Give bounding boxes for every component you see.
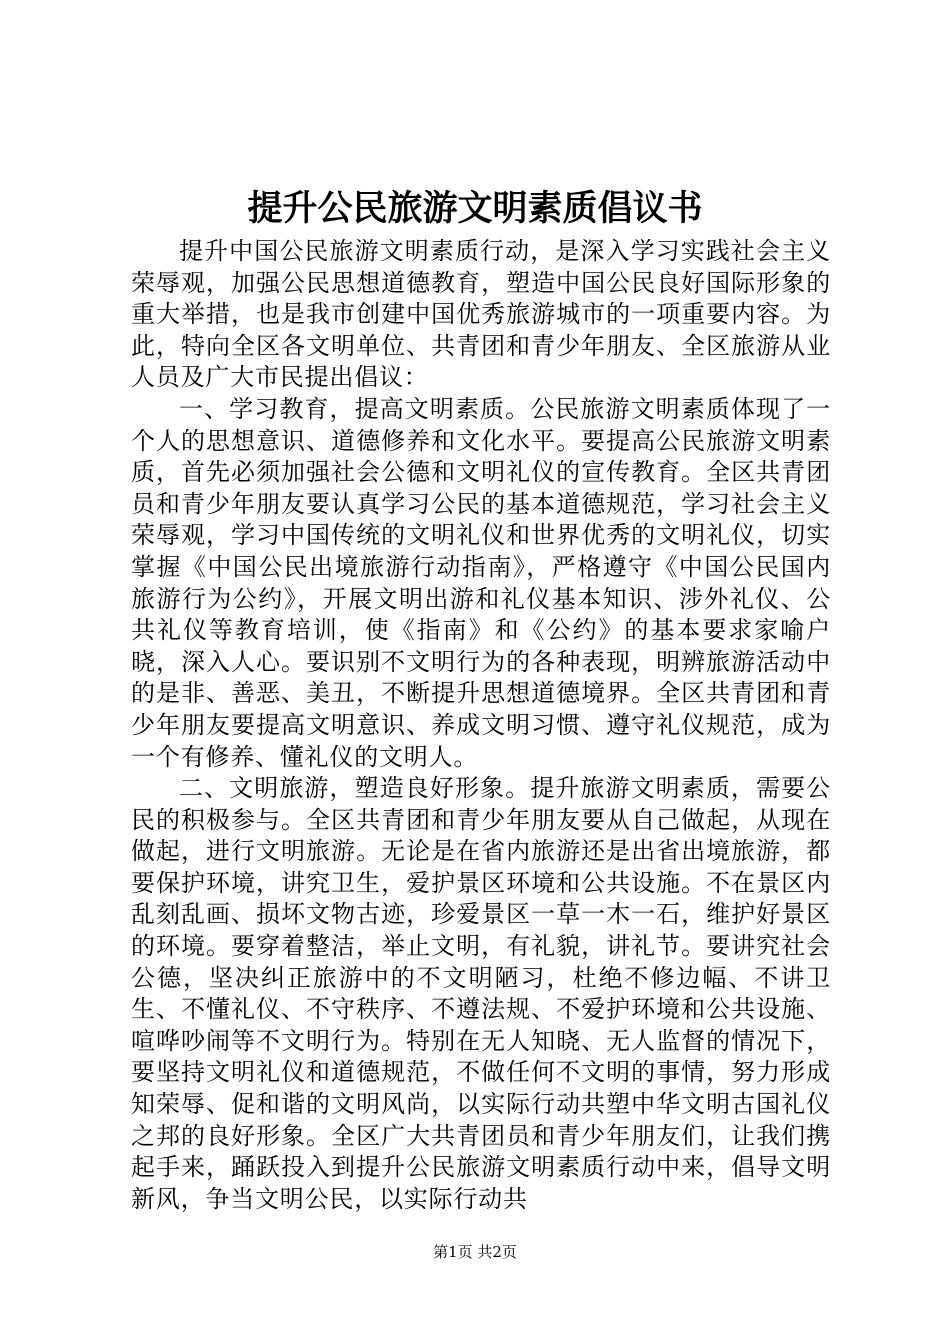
- document-body: [131, 236, 831, 1215]
- page-number-footer: 第1页 共2页: [433, 1243, 517, 1261]
- paragraph-section-1: 一、学习教育，提高文明素质。公民旅游文明素质体现了一个人的思想意识、道德修养和文化水平。要提高公民旅游文明素质，首先必须加强社会公德和文明礼仪的宣传教育。全区共青团员和青少年朋友要认真学习公民的基本道德规范，学习社会主义荣辱观，学习中国传统的文明礼仪和世界优秀的文明礼仪，切实掌握《中国公民出境旅游行动指南》，严格遵守《中国公民国内旅游行为公约》，开展文明出游和礼仪基本知识、涉外礼仪、公共礼仪等教育培训，使《指南》和《公约》的基本要求家喻户晓，深入人心。要识别不文明行为的各种表现，明辨旅游活动中的是非、善恶、美丑，不断提升思想道德境界。全区共青团和青少年朋友要提高文明意识、养成文明习惯、遵守礼仪规范，成为一个有修养、懂礼仪的文明人。: [131, 394, 831, 771]
- document-title: 提升公民旅游文明素质倡议书: [247, 188, 703, 229]
- paragraph-intro: 提升中国公民旅游文明素质行动，是深入学习实践社会主义荣辱观，加强公民思想道德教育，塑造中国公民良好国际形象的重大举措，也是我市创建中国优秀旅游城市的一项重要内容。为此，特向全区各文明单位、共青团和青少年朋友、全区旅游从业人员及广大市民提出倡议：: [131, 237, 831, 392]
- paragraph-section-2: 二、文明旅游，塑造良好形象。提升旅游文明素质，需要公民的积极参与。全区共青团和青少年朋友要从自己做起，从现在做起，进行文明旅游。无论是在省内旅游还是出省出境旅游，都要保护环境，讲究卫生，爱护景区环境和公共设施。不在景区内乱刻乱画、损坏文物古迹，珍爱景区一草一木一石，维护好景区的环境。要穿着整洁，举止文明，有礼貌，讲礼节。要讲究社会公德，坚决纠正旅游中的不文明陋习，杜绝不修边幅、不讲卫生、不懂礼仪、不守秩序、不遵法规、不爱护环境和公共设施、喧哗吵闹等不文明行为。特别在无人知晓、无人监督的情况下，要坚持文明礼仪和道德规范，不做任何不文明的事情，努力形成知荣辱、促和谐的文明风尚，以实际行动共塑中华文明古国礼仪之邦的良好形象。全区广大共青团员和青少年朋友们，让我们携起手来，踊跃投入到提升公民旅游文明素质行动中来，倡导文明新风，争当文明公民，以实际行动共: [131, 774, 831, 1213]
